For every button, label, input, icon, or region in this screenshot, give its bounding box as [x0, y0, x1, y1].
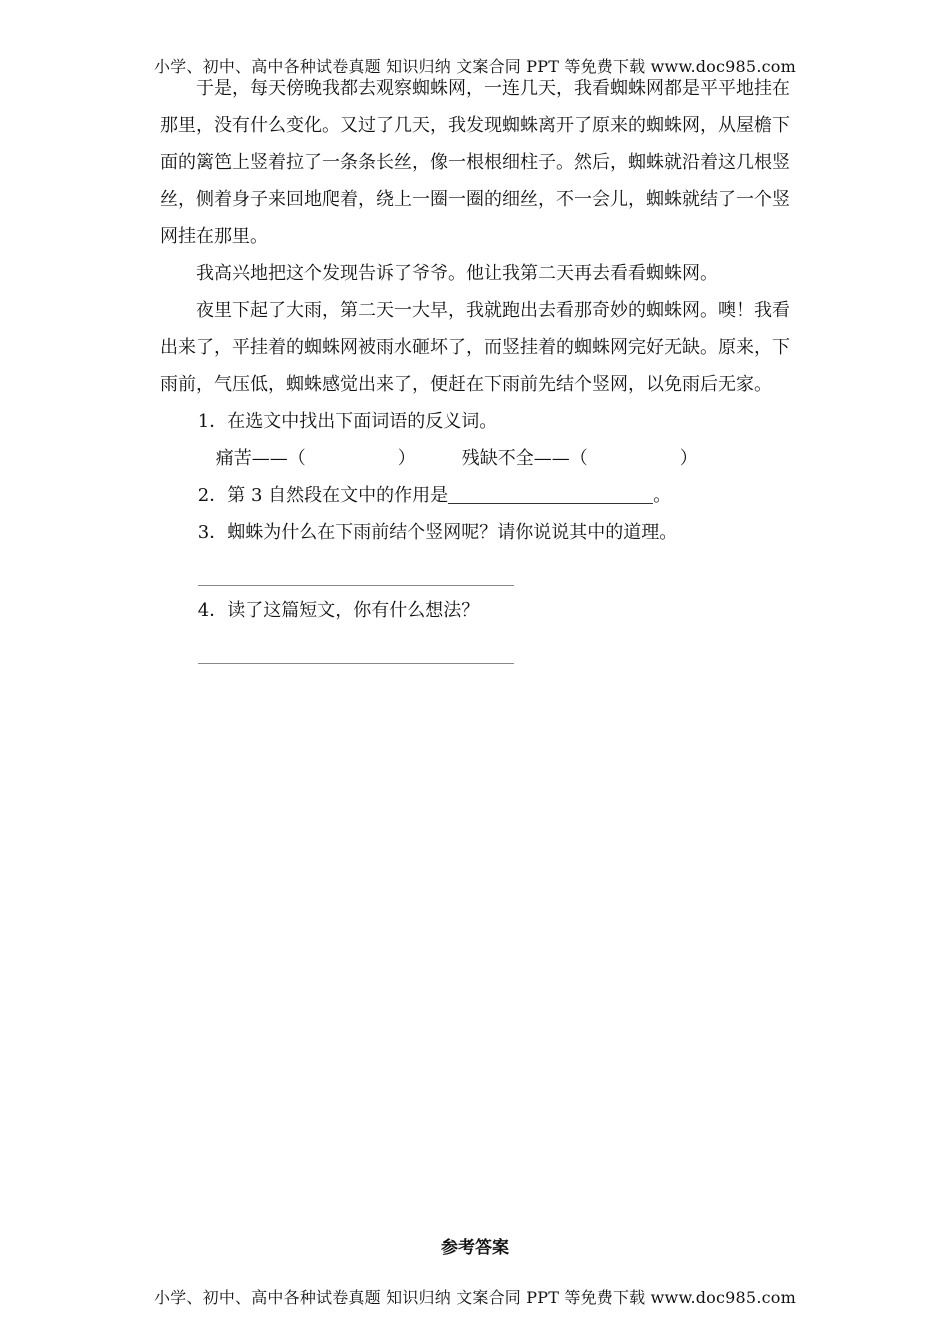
question-4: 4．读了这篇短文，你有什么想法？	[197, 600, 480, 621]
antonym-word-2: 残缺不全——（	[461, 448, 588, 469]
question-2-end: 。	[653, 485, 672, 506]
paragraph-2: 我高兴地把这个发现告诉了爷爷。他让我第二天再去看看蜘蛛网。	[196, 263, 718, 284]
question-2-text: 2．第 3 自然段在文中的作用是	[197, 485, 449, 506]
document-body	[160, 70, 800, 664]
question-1-words	[160, 440, 800, 477]
page-footer: 小学、初中、高中各种试卷真题 知识归纳 文案合同 PPT 等免费下载 www.doc985.com	[154, 1288, 796, 1307]
answer-blank-2[interactable]	[448, 485, 653, 504]
paragraph-1: 于是，每天傍晚我都去观察蜘蛛网，一连几天，我看蜘蛛网都是平平地挂在那里，没有什么变化。又过了几天，我发现蜘蛛离开了原来的蜘蛛网，从屋檐下面的篱笆上竖着拉了一条条长丝，像一根根细柱子。然后，蜘蛛就沿着这几根竖丝，侧着身子来回地爬着，绕上一圈一圈的细丝，不一会儿，蜘蛛就结了一个竖网挂在那里。	[160, 78, 790, 247]
answer-section-title: 参考答案	[441, 1238, 509, 1258]
question-1: 1．在选文中找出下面词语的反义词。	[197, 411, 498, 432]
answer-line-4[interactable]	[198, 663, 514, 664]
answer-line-3[interactable]	[198, 585, 514, 586]
close-paren-2: ）	[679, 448, 698, 469]
question-3: 3．蜘蛛为什么在下雨前结个竖网呢？请你说说其中的道理。	[197, 522, 678, 543]
paragraph-3: 夜里下起了大雨，第二天一大早，我就跑出去看那奇妙的蜘蛛网。噢！我看出来了，平挂着的蜘蛛网被雨水砸坏了，而竖挂着的蜘蛛网完好无缺。原来，下雨前，气压低，蜘蛛感觉出来了，便赶在下雨前先结个竖网，以免雨后无家。	[160, 300, 790, 395]
question-2	[160, 477, 800, 514]
close-paren-1: ）	[397, 448, 416, 469]
page-header: 小学、初中、高中各种试卷真题 知识归纳 文案合同 PPT 等免费下载 www.doc985.com	[154, 57, 796, 76]
antonym-word-1: 痛苦——（	[215, 448, 306, 469]
